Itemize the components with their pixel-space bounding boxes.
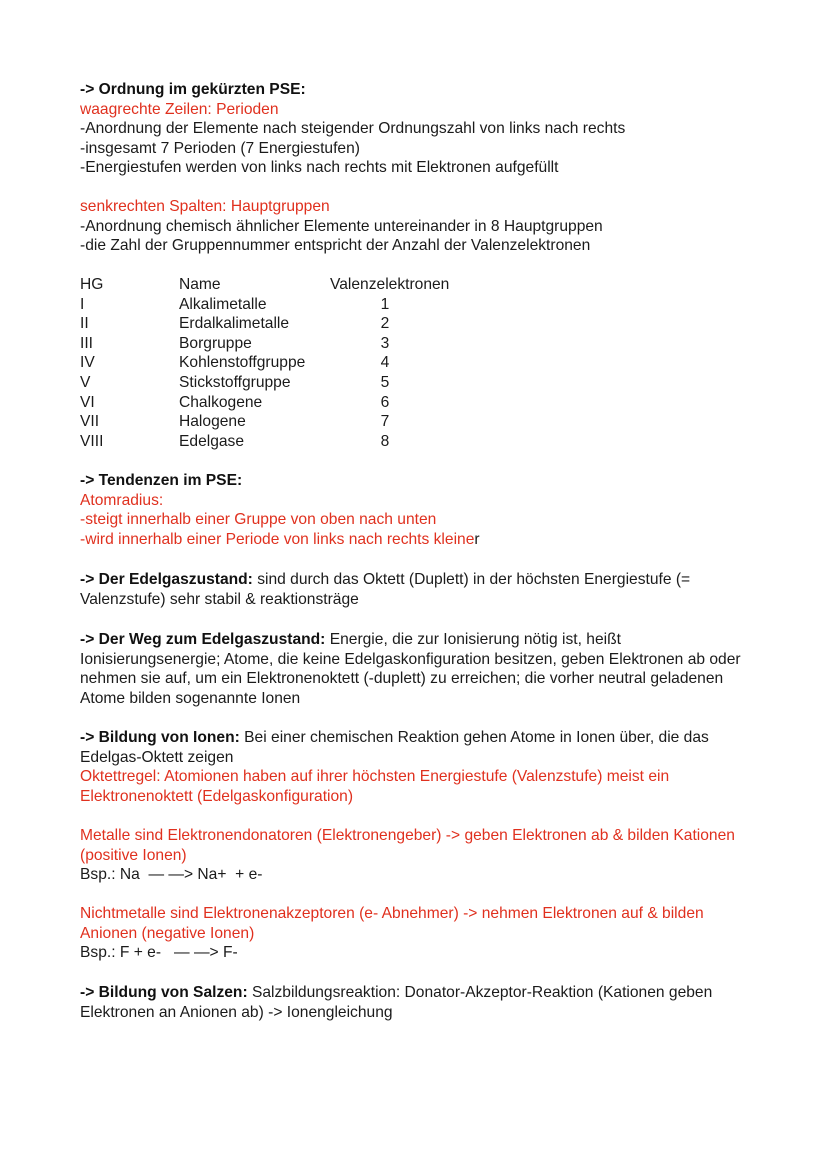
table-cell-valence: 7 (380, 413, 390, 431)
table-cell-valence: 8 (380, 432, 390, 450)
perioden-line-1: -Anordnung der Elemente nach steigender Ordnungszahl von links nach rechts (80, 120, 626, 138)
table-cell-hg: VII (80, 413, 100, 431)
table-cell-valence: 1 (380, 295, 390, 313)
table-cell-hg: IV (80, 354, 95, 372)
table-cell-name: Edelgase (179, 432, 245, 450)
oktettregel: Oktettregel: Atomionen haben auf ihrer höchsten Energiestufe (Valenzstufe) meist ein Elektronenoktett (Edelgaskonfiguration) (80, 768, 670, 805)
table-cell-hg: I (80, 295, 85, 313)
metalle-text: Metalle sind Elektronendonatoren (Elektronengeber) -> geben Elektronen ab & bilden Kationen (positive Ionen) (80, 827, 735, 864)
section-metalle (80, 826, 745, 885)
edelgaszustand-heading: -> Der Edelgaszustand: (80, 571, 253, 588)
table-cell-hg: VI (80, 393, 95, 411)
section-hauptgruppen (80, 197, 780, 256)
metalle-example: Bsp.: Na — —> Na+ + e- (80, 866, 263, 884)
table-cell-valence: 5 (380, 373, 390, 391)
salze-text: Salzbildungsreaktion: Donator-Akzeptor-Reaktion (Kationen geben Elektronen an Anionen ab) -> Ionengleichung (80, 984, 713, 1021)
section-tendenzen (80, 471, 780, 549)
perioden-line-3: -Energiestufen werden von links nach rechts mit Elektronen aufgefüllt (80, 159, 559, 177)
header-hg: HG (80, 276, 104, 293)
tendenzen-heading: -> Tendenzen im PSE: (80, 472, 243, 489)
gruppen-line-2: -die Zahl der Gruppennummer entspricht der Anzahl der Valenzelektronen (80, 237, 591, 255)
atomradius-subtitle: Atomradius: (80, 491, 164, 509)
perioden-line-2: -insgesamt 7 Perioden (7 Energiestufen) (80, 139, 360, 157)
table-cell-valence: 4 (380, 354, 390, 372)
header-name: Name (179, 276, 221, 293)
table-cell-name: Halogene (179, 413, 246, 431)
gruppen-line-1: -Anordnung chemisch ähnlicher Elemente untereinander in 8 Hauptgruppen (80, 217, 603, 235)
edelgaszustand-text: sind durch das Oktett (Duplett) in der höchsten Energiestufe (= Valenzstufe) sehr stabil & reaktionsträge (80, 571, 691, 608)
table-cell-hg: II (80, 315, 89, 333)
section-ordnung (80, 80, 780, 178)
ionen-heading: -> Bildung von Ionen: (80, 729, 240, 746)
table-cell-name: Chalkogene (179, 393, 263, 411)
section-nichtmetalle (80, 904, 755, 963)
tendenz-line-2: -wird innerhalb einer Periode von links nach rechts kleine (80, 530, 475, 548)
table-cell-hg: V (80, 373, 91, 391)
tendenz-line-1: -steigt innerhalb einer Gruppe von oben nach unten (80, 511, 437, 529)
table-cell-hg: III (80, 334, 93, 352)
nichtmetalle-text: Nichtmetalle sind Elektronenakzeptoren (e- Abnehmer) -> nehmen Elektronen auf & bilden Anionen (negative Ionen) (80, 905, 704, 942)
tendenz-line-2-tail: r (474, 530, 480, 548)
salze-heading: -> Bildung von Salzen: (80, 984, 248, 1001)
table-cell-valence: 6 (380, 393, 390, 411)
table-cell-name: Borgruppe (179, 334, 252, 352)
section-edelgaszustand (80, 570, 745, 609)
weg-text: Energie, die zur Ionisierung nötig ist, heißt Ionisierungsenergie; Atome, die keine Edelgaskonfiguration besitzen, geben Elektronen ab oder nehmen sie auf, um ein Elektronenoktett (-duplett) zu erreichen; die vorher neutral geladenen Atome bilden sogenannte Ionen (80, 631, 741, 707)
ordnung-heading: -> Ordnung im gekürzten PSE: (80, 81, 306, 98)
nichtmetalle-example: Bsp.: F + e- — —> F- (80, 944, 238, 962)
section-bildung-ionen (80, 728, 745, 806)
table-cell-name: Erdalkalimetalle (179, 315, 290, 333)
table-cell-valence: 2 (380, 315, 390, 333)
weg-heading: -> Der Weg zum Edelgaszustand: (80, 631, 326, 648)
perioden-title: waagrechte Zeilen: Perioden (80, 100, 279, 118)
table-cell-name: Kohlenstoffgruppe (179, 354, 306, 372)
gruppen-title: senkrechten Spalten: Hauptgruppen (80, 198, 330, 215)
table-cell-valence: 3 (380, 334, 390, 352)
table-cell-name: Alkalimetalle (179, 295, 267, 313)
ionen-text: Bei einer chemischen Reaktion gehen Atome in Ionen über, die das Edelgas-Oktett zeigen (80, 729, 709, 766)
section-bildung-salze (80, 983, 725, 1022)
header-valenzelektronen: Valenzelektronen (330, 276, 450, 293)
table-cell-name: Stickstoffgruppe (179, 373, 291, 391)
section-weg-edelgaszustand (80, 630, 752, 708)
table-cell-hg: VIII (80, 432, 104, 450)
